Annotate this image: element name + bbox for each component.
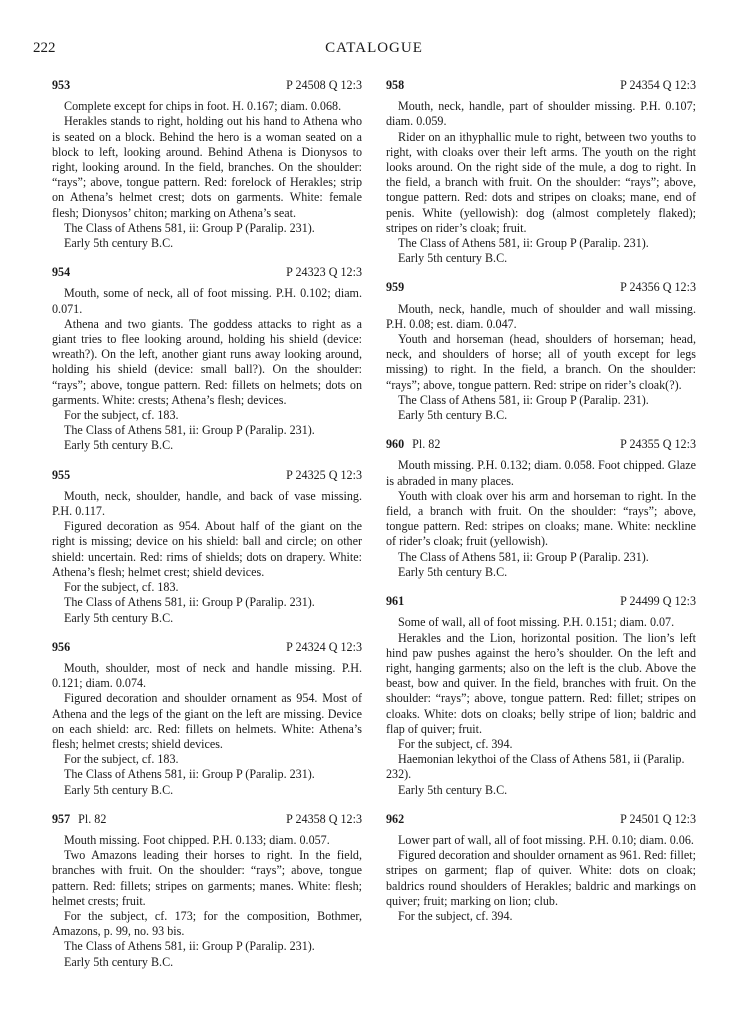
entry-inventory-ref: P 24325 Q 12:3	[286, 467, 362, 482]
entry-description: Herakles stands to right, holding out his hand to Athena who is seated on a block. Behind the hero is a woman seated on a block to left, looking around. Behind Athena is Dionysos to right, looking around. In the field, branches. On the shoulder: “rays”; above, tongue pattern. Red: forelock of Herakles; strip on Athena’s helmet crest; dots on garments. White: female flesh; Dionysos’ chiton; marking on Athena’s seat.	[52, 114, 362, 220]
entry-inventory-ref: P 24324 Q 12:3	[286, 639, 362, 654]
entry-inventory-ref: P 24355 Q 12:3	[620, 437, 696, 452]
entry-comparison: For the subject, cf. 394.	[398, 908, 513, 923]
entry-attribution: The Class of Athens 581, ii: Group P (Paralip. 231).	[64, 220, 315, 235]
entry-condition: Mouth missing. Foot chipped. P.H. 0.133; diam. 0.057.	[64, 832, 330, 847]
entry-date: Early 5th century B.C.	[64, 236, 174, 251]
entry-header	[52, 812, 362, 827]
entry-number: 954	[52, 265, 71, 280]
entry-description: Youth and horseman (head, shoulders of horseman; head, neck, and shoulders of horse; all of youth except for legs missing) to right. In the field, a branch. On the shoulder: “rays”; above, tongue pattern. Red: stripe on rider’s cloak(?).	[386, 332, 696, 392]
entry-header	[386, 437, 696, 452]
entry-header	[386, 594, 696, 609]
entry-description: Rider on an ithyphallic mule to right, between two youths to right, with cloaks over their left arms. The youth on the right looks around. On the right side of the mule, a dog to right. In the field, a branch with fruit. On the shoulder: “rays”; above, tongue pattern. Red: dots and stripes on cloaks; mane, end of penis. White (yellowish): dog (almost completely flaked); stripes on rider’s cloak; fruit.	[386, 129, 696, 235]
catalogue-entry-958	[386, 78, 696, 266]
entry-condition: Mouth, neck, handle, part of shoulder missing. P.H. 0.107; diam. 0.059.	[386, 99, 696, 129]
entry-date: Early 5th century B.C.	[64, 610, 174, 625]
entry-number: 953	[52, 78, 71, 92]
entry-condition: Mouth, neck, shoulder, handle, and back of vase missing. P.H. 0.117.	[52, 488, 362, 519]
entry-date: Early 5th century B.C.	[64, 438, 174, 453]
entry-comparison: For the subject, cf. 183.	[64, 752, 179, 767]
entry-date: Early 5th century B.C.	[398, 251, 508, 266]
entry-plate: Pl. 82	[412, 437, 441, 452]
entry-number: 955	[52, 467, 71, 482]
entry-inventory-ref: P 24323 Q 12:3	[286, 265, 362, 280]
catalogue-entry-953	[52, 78, 362, 251]
catalogue-entry-962	[386, 812, 696, 924]
entry-header	[386, 78, 696, 93]
page-number: 222	[33, 40, 56, 56]
entry-header	[386, 812, 696, 827]
entry-number: 962	[386, 811, 405, 826]
entry-condition: Some of wall, all of foot missing. P.H. 0.151; diam. 0.07.	[398, 615, 675, 630]
entry-inventory-ref: P 24499 Q 12:3	[620, 594, 696, 609]
entry-header	[386, 280, 696, 295]
entry-header	[52, 78, 362, 93]
entry-description: Figured decoration and shoulder ornament as 961. Red: fillet; stripes on garment; flap of quiver. White: dots on cloak; baldrics round shoulders of Herakles; baldric and markings on quiver; fruit; marking on lion; club.	[386, 848, 696, 908]
catalogue-entry-961	[386, 594, 696, 798]
entry-comparison: For the subject, cf. 394.	[398, 736, 513, 751]
entry-attribution: The Class of Athens 581, ii: Group P (Paralip. 231).	[64, 423, 315, 438]
catalogue-entry-956	[52, 640, 362, 798]
entry-attribution: Haemonian lekythoi of the Class of Athens 581, ii (Paralip. 232).	[386, 752, 685, 782]
entry-number: 960	[386, 437, 405, 452]
entry-plate: Pl. 82	[78, 811, 107, 826]
entry-number: 957	[52, 811, 71, 826]
entry-description: Athena and two giants. The goddess attacks to right as a giant tries to flee looking around, holding his shield (device: wreath?). On the left, another giant runs away looking around, holding his shield (device: small ball?). On the shoulder: “rays”; above, tongue pattern. Red: fillets on helmets; dots on garments. White: crests; Athena’s flesh; devices.	[52, 316, 362, 407]
catalogue-entry-959	[386, 280, 696, 423]
entry-date: Early 5th century B.C.	[398, 782, 508, 797]
entry-description: Figured decoration and shoulder ornament as 954. Most of Athena and the legs of the giant on the left are missing. Device on each shield: arc. Red: fillets on helmets. White: Athena’s flesh; helmet crests; shield devices.	[52, 691, 362, 751]
entry-date: Early 5th century B.C.	[398, 408, 508, 423]
entry-description: Youth with cloak over his arm and horseman to right. In the field, a branch with fruit. On the shoulder: “rays”; above, tongue pattern. Red: stripes on cloaks; mane. White: neckline of rider’s cloak; fruit (yellowish).	[386, 488, 696, 549]
entry-inventory-ref: P 24501 Q 12:3	[620, 811, 696, 826]
entry-description: Herakles and the Lion, horizontal position. The lion’s left hind paw pushes against the hero’s shoulder. On the left and right, hanging garments; also on the left is the club. Above the beast, bow and quiver. In the field, branches with fruit. On the shoulder: “rays”; above, tongue pattern. Red: fillet; stripes on cloaks. White: dots on cloaks; belly stripe of lion; baldric and flap of quiver; fruit.	[386, 630, 696, 736]
entry-number: 958	[386, 78, 405, 92]
entry-number: 959	[386, 280, 405, 295]
left-column	[52, 78, 362, 984]
entry-inventory-ref: P 24358 Q 12:3	[286, 811, 362, 826]
catalogue-entry-957	[52, 812, 362, 970]
entry-condition: Mouth, some of neck, all of foot missing. P.H. 0.102; diam. 0.071.	[52, 286, 362, 316]
entry-date: Early 5th century B.C.	[64, 954, 174, 969]
entry-condition: Mouth missing. P.H. 0.132; diam. 0.058. Foot chipped. Glaze is abraded in many places.	[386, 458, 696, 488]
entry-attribution: The Class of Athens 581, ii: Group P (Paralip. 231).	[398, 392, 649, 407]
entry-description: Figured decoration as 954. About half of the giant on the right is missing; device on his shield: ball and circle; on other shield: uncertain. Red: rims of shields; dots on drapery. White: Athena’s flesh; helmet crest; shield devices.	[52, 519, 362, 579]
running-head: CATALOGUE	[325, 40, 423, 56]
entry-inventory-ref: P 24508 Q 12:3	[286, 78, 362, 92]
entry-number: 956	[52, 639, 71, 654]
right-column	[386, 78, 696, 938]
catalogue-entry-955	[52, 468, 362, 626]
entry-condition: Complete except for chips in foot. H. 0.167; diam. 0.068.	[64, 99, 342, 114]
entry-inventory-ref: P 24354 Q 12:3	[620, 78, 696, 92]
entry-date: Early 5th century B.C.	[398, 564, 508, 579]
entry-comparison: For the subject, cf. 183.	[64, 408, 179, 423]
catalogue-entry-960	[386, 437, 696, 580]
entry-attribution: The Class of Athens 581, ii: Group P (Paralip. 231).	[64, 939, 315, 954]
entry-attribution: The Class of Athens 581, ii: Group P (Paralip. 231).	[64, 767, 315, 782]
entry-condition: Mouth, shoulder, most of neck and handle missing. P.H. 0.121; diam. 0.074.	[52, 660, 362, 691]
entry-header	[52, 640, 362, 655]
entry-date: Early 5th century B.C.	[64, 782, 174, 797]
entry-header	[52, 468, 362, 483]
entry-attribution: The Class of Athens 581, ii: Group P (Paralip. 231).	[398, 236, 649, 251]
entry-description: Two Amazons leading their horses to right. In the field, branches with fruit. On the shoulder: “rays”; above, tongue pattern. Red: fillets; stripes on garments; manes. White: flesh; helmet crests; fruit.	[52, 848, 362, 908]
entry-comparison: For the subject, cf. 183.	[64, 580, 179, 595]
entry-header	[52, 265, 362, 280]
entry-attribution: The Class of Athens 581, ii: Group P (Paralip. 231).	[64, 595, 315, 610]
entry-description: For the subject, cf. 173; for the composition, Bothmer, Amazons, p. 99, no. 93 bis.	[52, 908, 362, 939]
entry-number: 961	[386, 594, 405, 609]
entry-attribution: The Class of Athens 581, ii: Group P (Paralip. 231).	[398, 549, 649, 564]
catalogue-entry-954	[52, 265, 362, 453]
entry-inventory-ref: P 24356 Q 12:3	[620, 280, 696, 295]
entry-condition: Mouth, neck, handle, much of shoulder and wall missing. P.H. 0.08; est. diam. 0.047.	[386, 301, 696, 331]
entry-condition: Lower part of wall, all of foot missing. P.H. 0.10; diam. 0.06.	[398, 832, 694, 847]
